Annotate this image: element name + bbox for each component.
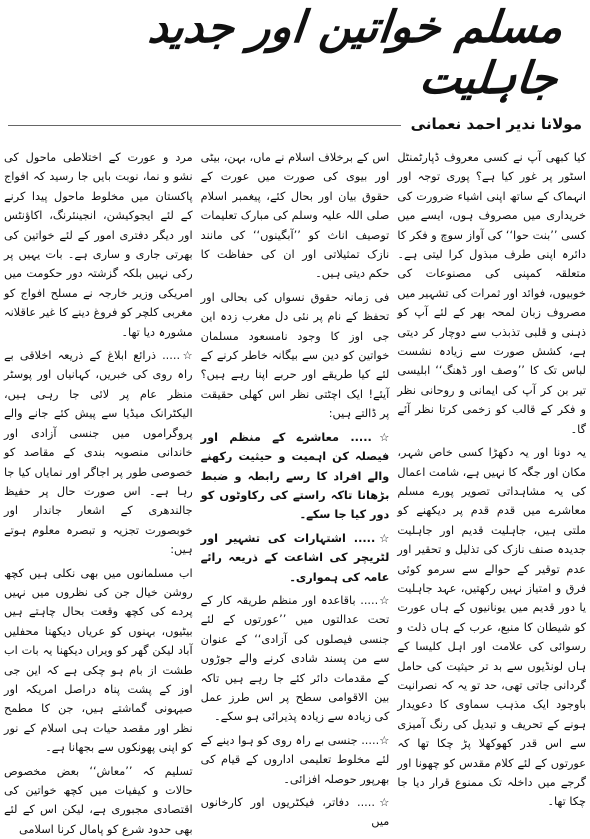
text-column-2 [200, 148, 390, 829]
paragraph: کیا کبھی آپ نے کسی معروف ڈپارٹمنٹل اسٹور پر غور کیا ہے؟ پوری توجہ اور انہماک کے ساتھ اپنی اشیاء ضرورت کی خریداری میں مصروف ہوں، ایسے میں کسی ’’بنت حوا‘‘ کی آواز سوچ و فکر کا دائرہ اپنی طرف مبذول کرا لیتی ہے۔ متعلقہ کمپنی کی مصنوعات کی خوبیوں، فوائد اور ثمرات کی تشہیر میں مصروف زبان لمحہ بھر کے لئے آپ کو ذہنی و قلبی تذبذب سے دوچار کر دیتی ہے، کشش صورت سے زیادہ نشست لباس تک کا ’’وصف اور ڈھنگ‘‘ ابلیسی تیر بن کر آپ کی ایمانی و روحانی نظر و فکر کے قالب کو زخمی کرتا نظر آئے گا۔ [397, 151, 586, 436]
author-name: مولانا ندیر احمد نعمانی [410, 115, 582, 133]
paragraph: ☆..... دفاتر، فیکٹریوں اور کارخانوں میں [200, 796, 390, 829]
paragraph: ☆..... جنسی بے راہ روی کو ہوا دینے کے لئے مخلوط تعلیمی اداروں کے قیام کی بھرپور حوصلہ افزائی۔ [200, 733, 390, 786]
text-column-3 [3, 148, 193, 836]
paragraph: ☆..... باقاعدہ اور منظم طریقہ کار کے تحت عدالتوں میں ’’عورتوں کے لئے جنسی فیصلوں کی آزادی‘‘ کے عنوان سے من پسند شادی کرنے والے جوڑوں کے مقدمات دائر کئے جا رہے ہیں تاکہ بین الاقوامی سطح پر اس طرز عمل کی زیادہ سے زیادہ پذیرائی ہو سکے۔ [200, 593, 390, 724]
paragraph: مرد و عورت کے اختلاطی ماحول کی نشو و نما، نوبت بایں جا رسید کہ افواج پاکستان میں مخلوط ماحول پیدا کرنے کے لئے ایجوکیشن، انجینئرنگ، اکاؤنٹس اور دیگر دفتری امور کے لئے خواتین کی بھرتی جاری و ساری ہے۔ بات یہیں پر رکی نہیں بلکہ گزشتہ دور حکومت میں امریکی وزیر خارجہ نے مسلح افواج کو مغربی کلچر کو فروغ دینے کا غیر عاقلانہ مشورہ دیا تھا۔ [3, 151, 193, 339]
article-columns [3, 148, 586, 836]
paragraph: ☆..... ذرائع ابلاغ کے ذریعہ اخلاقی بے راہ روی کی خبریں، کہانیاں اور پوسٹر منظر عام پر لائی جا رہی ہیں، الیکٹرانک میڈیا سے پیش کئے جانے والے پروگراموں میں جنسی آزادی اور خاندانی منصوبہ بندی کے مقاصد کو خصوصی طور پر اجاگر اور نمایاں کیا جا رہا ہے۔ اس صورت حال پر حفیظ جالندھری کے اشعار جاندار اور خوبصورت تجزیہ و تبصرہ معلوم ہوتے ہیں: [3, 349, 193, 557]
paragraph: اب مسلمانوں میں بھی نکلی ہیں کچھ روشن خیال جن کی نظروں میں نہیں پردے کی کچھ وقعت بحال چاہتے ہیں بیٹیوں، بہنوں کو عریاں دیکھنا محفلیں آباد لیکن گھر کو ویراں دیکھنا یہ بات اب طشت از بام ہو چکی ہے کہ این جی اوز کے پشت پناہ دراصل امریکہ اور صیہونی گماشتے ہیں، جن کا مطمح نظر اور مقصد حیات ہی اسلام کے نور کو اپنی پھونکوں سے بجھانا ہے۔ [3, 566, 193, 755]
paragraph: ☆..... اشتہارات کی تشہیر اور لٹریچر کی اشاعت کے ذریعہ رائے عامہ کی ہمواری۔ [200, 531, 390, 584]
paragraph: ☆..... معاشرے کے منظم اور فیصلہ کن اہمیت و حیثیت رکھنے والے افراد کا رسے رابطہ و ضبط بڑھانا تاکہ راستے کی رکاوٹوں کو دور کیا جا سکے۔ [200, 430, 390, 522]
article-title: مسلم خواتین اور جدید جاہلیت [145, 2, 566, 104]
paragraph: فی زمانہ حقوق نسواں کی بحالی اور تحفظ کے نام پر نئی دل مغرب زدہ این جی اوز کا وجود نامسعود مسلمان خواتین کو دین سے بیگانہ خاطر کرنے کے لئے کیا طریقے اور حربے اپنا رہے ہیں؟ آیئے! ایک اچٹتی نظر اس کھلی حقیقت پر ڈالتے ہیں: [200, 290, 390, 421]
paragraph: یہ دونا اور یہ دکھڑا کسی خاص شہر، مکان اور جگہ کا نہیں ہے، شامت اعمال کی یہ مشاہداتی تصویر پورے مسلم معاشرے میں قدم قدم پر دیکھنے کو ملتی ہیں، جاہلیت قدیم اور جاہلیت جدیدہ صنف نازک کی تذلیل و تحقیر اور عدم توقیر کے حوالے سے سرمو کوئی فرق و امتیاز نہیں رکھتیں، عہد جاہلیت یا دور قدیم میں یونانیوں کے ہاں عورت کو شیطان کا منبع، عرب کے ہاں ذلت و رسوائی کی علامت اور اہل کلیسا کے ہاں لونڈیوں سے بد تر حیثیت کی حامل گردانی جاتی تھی، حد تو یہ کہ نصرانیت باوجود ایک مذہب سماوی کا دعویدار ہونے کے تحریف و تبدیل کی رنگ آمیزی سے اس قدر کھوکھلا پڑ چکا تھا کہ عورتوں کے لئے کلام مقدس کو چھونا اور گرجے میں داخلہ تک ممنوع قرار دیا جا چکا تھا۔ [397, 446, 586, 809]
byline [8, 108, 582, 140]
text-column-1 [397, 148, 586, 816]
byline-rule [8, 125, 401, 126]
paragraph: تسلیم کہ ’’معاش‘‘ بعض مخصوص حالات و کیفیات میں کچھ خواتین کی اقتصادی مجبوری ہے، لیکن اس کے لئے بھی حدود شرع کو پامال کرنا اسلامی [3, 764, 193, 836]
paragraph: اس کے برخلاف اسلام نے ماں، بہن، بیٹی اور بیوی کی صورت میں عورت کے حقوق بیان اور بحال کئے، پیغمبر اسلام صلی اللہ علیہ وسلم کی مبارک تعلیمات توصیف اناث کو ’’آبگینوں‘‘ کی مانند نازک تمثیلاتی اور ان کی حفاظت کا حکم دیتی ہیں۔ [200, 151, 390, 281]
